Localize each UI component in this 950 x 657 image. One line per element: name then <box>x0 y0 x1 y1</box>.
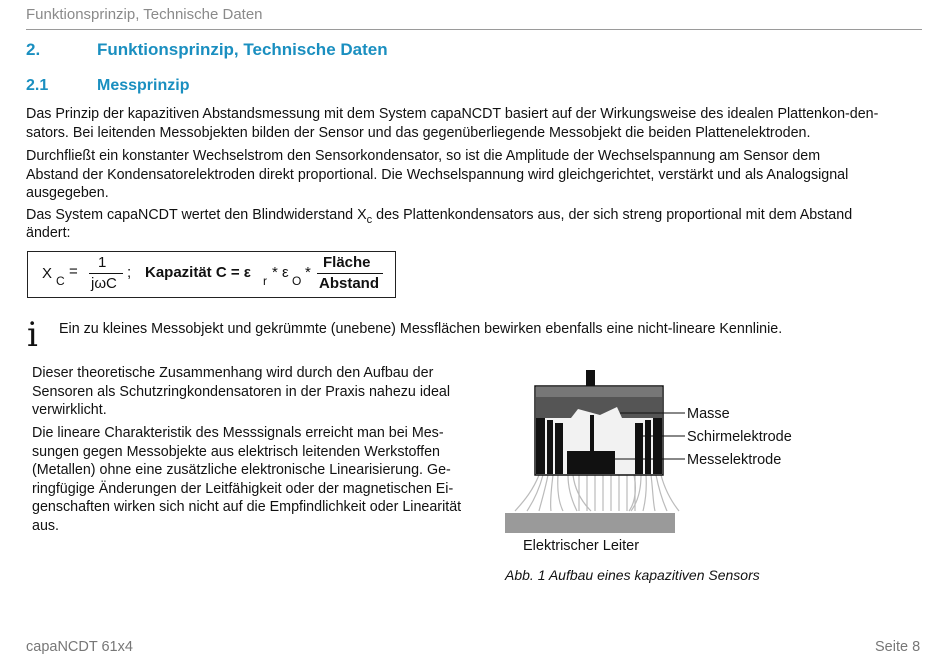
label-elektrischer-leiter: Elektrischer Leiter <box>523 538 640 554</box>
formula-separator: ; <box>127 264 132 281</box>
formula-numerator-1: 1 <box>98 254 107 271</box>
subsection-title: Messprinzip <box>97 77 190 94</box>
formula-eps-o: * ε <box>272 264 289 281</box>
paragraph-ac-current: Durchfließt ein konstanter Wechselstrom den Sensorkondensator, so ist die Amplitude der Wechselspannung am Sensor dem Abstand der Kondensatorelektroden direkt proportional. Die Wechselspannung wird gleichgerichtet, verstärkt und als Analogsignal ausgegeben. <box>26 148 849 201</box>
info-note: Ein zu kleines Messobjekt und gekrümmte (unebene) Messflächen bewirken ebenfalls eine nicht-lineare Kennlinie. <box>59 321 783 337</box>
paragraph-reactance: Das System capaNCDT wertet den Blindwiderstand $X_c$ des Plattenkondensators aus, der sich streng proportional mit dem Abstand <box>26 207 853 226</box>
header-divider <box>26 29 922 30</box>
footer-page-number: Seite 8 <box>875 639 921 655</box>
section-number: 2. <box>26 40 41 59</box>
conductor-plate <box>505 513 675 533</box>
paragraph-guard-ring: Dieser theoretische Zusammenhang wird durch den Aufbau der Sensoren als Schutzringkondensatoren in der Praxis nahezu ideal verwirklicht. <box>32 365 451 418</box>
running-header: Funktionsprinzip, Technische Daten <box>26 6 263 23</box>
field-lines <box>515 475 679 511</box>
label-schirmelektrode: Schirmelektrode <box>687 429 792 445</box>
fraction-bar-2 <box>317 273 383 274</box>
footer-product: capaNCDT 61x4 <box>26 639 133 655</box>
formula-capacity: Kapazität C = ε <box>145 264 251 281</box>
formula-star: * <box>305 264 311 281</box>
formula-xc: X <box>42 265 53 282</box>
formula-eps-r-sub: r <box>263 274 267 288</box>
formula-eps-o-sub: O <box>292 274 302 288</box>
figure-caption: Abb. 1 Aufbau eines kapazitiven Sensors <box>505 567 760 583</box>
paragraph-principle: Das Prinzip der kapazitiven Abstandsmessung mit dem System capaNCDT basiert auf der Wirkungsweise des idealen Plattenkon-den- sators. Bei leitenden Messobjekten bilden der Sensor und das gegenüberliegende Messobjekt die beiden Plattenelektroden. <box>26 106 879 141</box>
guard-electrode <box>555 423 563 474</box>
paragraph-linearity: Die lineare Charakteristik des Messsignals erreicht man bei Mes- sungen gegen Messobjekte aus elektrisch leitenden Werkstoffen (Metallen) ohne eine zusätzliche elektronische Linearisierung. Ge- ringfügige Änderungen der Leitfähigkeit oder der magnetischen Ei- genschaften wirken sich nicht auf die Empfindlichkeit oder Linearität aus. <box>32 425 462 534</box>
measuring-electrode <box>567 451 615 474</box>
formula-equals: = <box>69 263 78 280</box>
fraction-bar-1 <box>89 273 123 274</box>
subsection-number: 2.1 <box>26 77 49 94</box>
section-title: Funktionsprinzip, Technische Daten <box>97 40 388 59</box>
formula-box <box>27 251 396 298</box>
formula-numerator-2: Fläche <box>323 254 371 271</box>
label-messelektrode: Messelektrode <box>687 452 782 468</box>
paragraph-reactance-line2: ändert: <box>26 225 71 241</box>
connector-pin <box>586 370 595 386</box>
formula-xc-sub: C <box>56 274 65 288</box>
label-masse: Masse <box>687 406 730 422</box>
info-icon: i <box>27 315 38 355</box>
formula-denominator-2: Abstand <box>319 275 379 292</box>
formula-denominator-1: jωC <box>91 275 117 292</box>
